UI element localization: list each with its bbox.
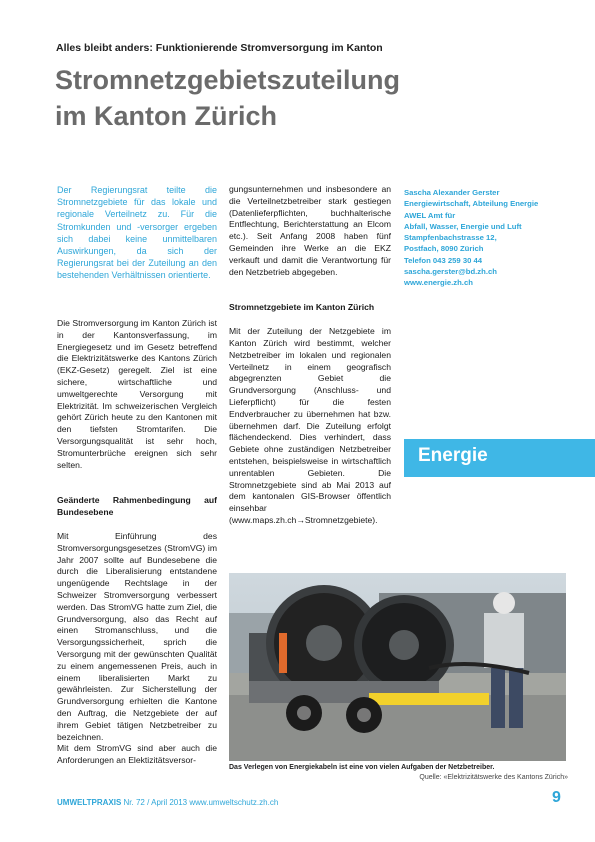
- title-line-1: Stromnetzgebietszuteilung: [55, 65, 401, 95]
- footer-issue: Nr. 72 / April 2013: [123, 798, 188, 807]
- paragraph: Mit der Zuteilung der Netzgebiete im Kanton Zürich wird bestimmt, welcher Netzbetreiber im lokalen und regionalen Verteilnetz in einem geografisch abgegrenzten Gebiet die Grundversorgung (Anschluss- und Lieferpflicht) für die festen Endverbraucher zu übernehmen hat bzw. übernehmen darf. Die Zuteilung erfolgt flächendeckend. Dies verhindert, dass Gebiete ohne zuständigen Netzbetreiber entstehen, beispielsweise in wirtschaftlich unrentablen Gebieten. Die Stromnetzgebiete sind ab Mai 2013 auf dem kantonalen GIS-Browser öffentlich einsehbar (www.maps.zh.ch→Stromnetzgebiete).: [229, 326, 391, 525]
- column-2: [229, 184, 391, 527]
- page-number: 9: [552, 789, 561, 806]
- contact-office: AWEL Amt für: [404, 210, 456, 220]
- contact-name: Sascha Alexander Gerster: [404, 188, 500, 197]
- paragraph: Mit Einführung des Stromversorgungsgesetzes (StromVG) im Jahr 2007 sollte auf Bundesebene die durch die Liberalisierung entstandene ungenügende Rechtslage in der Schweizer Stromversorgung verbessert werden. Das StromVG hatte zum Ziel, die Grundversorgung, also das Recht auf einen Stromanschluss, und die Versorgungssicherheit, sprich die Versorgung mit der gewünschten Qualität zu einem angemessenen Preis, auch in einem liberalisierten Markt zu gewährleisten. Zur Sicherstellung der Grundversorgung erhielten die Kantone den Auftrag, die Netzgebiete der auf ihrem Gebiet tätigen Netzbetreiber zu bezeichnen.: [57, 530, 217, 742]
- title-line-2: im Kanton Zürich: [55, 101, 277, 131]
- lead-paragraph: Der Regierungsrat teilte die Stromnetzgebiete für das lokale und regionale Verteilnetz zu. Für die Stromkunden und -versorger ergeben sich dabei keine unmittelbaren Auswirkungen, da sich der Regierungsrat bei der Zuteilung an den bestehenden Verhältnissen orientierte.: [57, 185, 217, 281]
- paragraph: gungsunternehmen und insbesondere an die Verteilnetzbetreiber stark gestiegen (Datenlieferpflichten, buchhalterische Entflechtung, Berichterstattung an Elcom etc.). Seit Anfang 2008 haben fünf Gemeinden ihre Werke an die EKZ verkauft und damit die Verantwortung für den Netzbetrieb abgegeben.: [229, 184, 391, 277]
- footer-url[interactable]: www.umweltschutz.zh.ch: [189, 798, 279, 807]
- paragraph: Mit dem StromVG sind aber auch die Anforderungen an Elektizitätsversor-: [57, 743, 217, 766]
- contact-postbox: Postfach, 8090 Zürich: [404, 244, 484, 254]
- photo-credit: Quelle: «Elektrizitätswerke des Kantons Zürich»: [419, 774, 568, 781]
- section-heading: Stromnetzgebiete im Kanton Zürich: [229, 302, 375, 313]
- contact-block: [404, 187, 554, 289]
- contact-phone: Telefon 043 259 30 44: [404, 255, 483, 265]
- section-heading: Geänderte Rahmenbedingung auf Bundesebene: [57, 495, 217, 518]
- category-label: Energie: [418, 445, 488, 466]
- paragraph: Die Stromversorgung im Kanton Zürich ist in der Kantonsverfassung, im Energiegesetz und im Gesetz betreffend die Elektrizitätswerke des Kantons Zürich (EKZ-Gesetz) geregelt. Ziel ist eine sichere, wirtschaftliche und umweltgerechte Versorgung mit Elektrizität. Im schweizerischen Vergleich gehört Zürich heute zu den Kantonen mit den tiefsten Stromtarifen. Die Versorgungsqualität ist sehr hoch, Stromunterbrüche ereignen sich sehr selten.: [57, 318, 217, 470]
- page-title: [55, 62, 455, 134]
- contact-email[interactable]: sascha.gerster@bd.zh.ch: [404, 267, 497, 277]
- column-1: [57, 318, 217, 767]
- footer: [57, 798, 278, 807]
- photo-caption: Das Verlegen von Energiekabeln ist eine von vielen Aufgaben der Netzbetreiber.: [229, 764, 495, 771]
- contact-office-full: Abfall, Wasser, Energie und Luft: [404, 221, 522, 231]
- contact-department: Energiewirtschaft, Abteilung Energie: [404, 199, 539, 209]
- cable-laying-photo: [229, 573, 566, 761]
- contact-street: Stampfenbachstrasse 12,: [404, 233, 497, 243]
- contact-website[interactable]: www.energie.zh.ch: [404, 278, 473, 288]
- category-badge: [404, 439, 595, 477]
- footer-brand: UMWELTPRAXIS: [57, 798, 122, 807]
- kicker: Alles bleibt anders: Funktionierende Stromversorgung im Kanton: [56, 42, 383, 54]
